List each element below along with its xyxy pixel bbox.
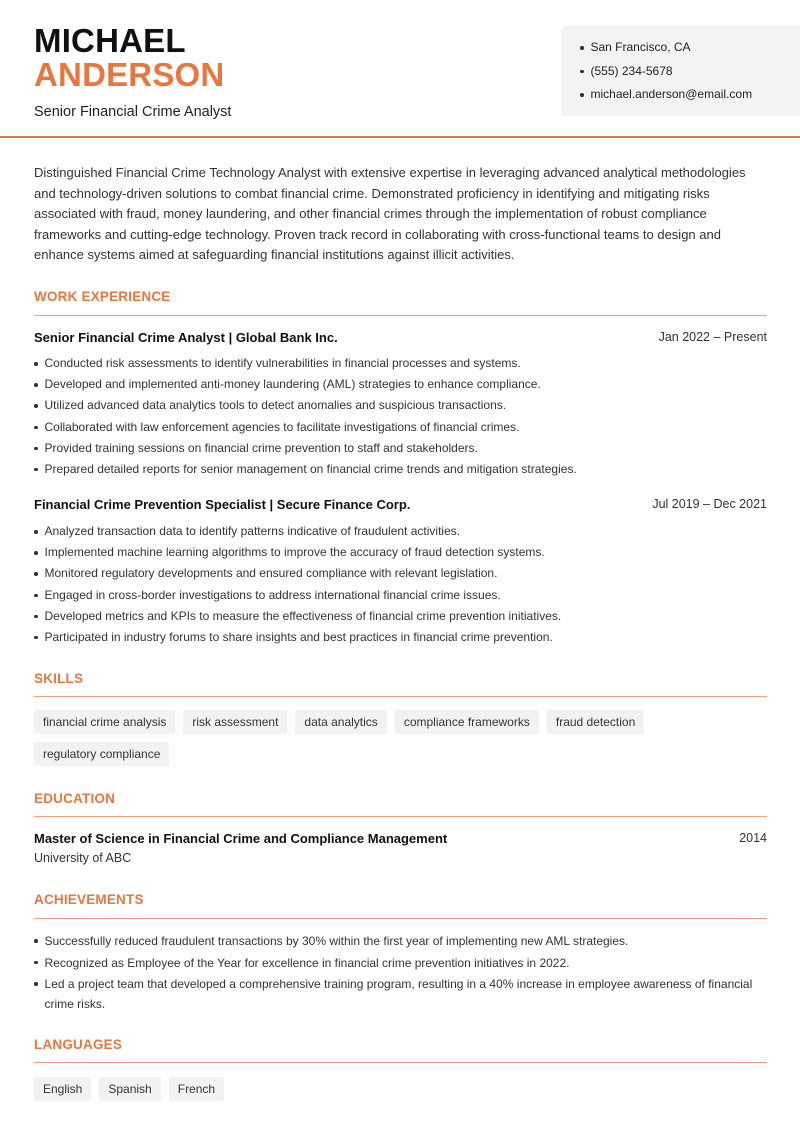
bullet-icon	[34, 447, 38, 451]
list-item-text: Implemented machine learning algorithms to improve the accuracy of fraud detection systems.	[44, 545, 545, 560]
list-item-text: Analyzed transaction data to identify patterns indicative of fraudulent activities.	[44, 524, 461, 538]
bullet-icon	[34, 615, 38, 619]
list-item	[34, 953, 774, 973]
bullet-icon	[34, 404, 38, 408]
job-dates: Jul 2019 – Dec 2021	[652, 497, 767, 511]
language-tag: English	[34, 1077, 91, 1101]
job-bullets	[34, 356, 774, 483]
list-item	[34, 420, 774, 441]
contact-email-text: michael.anderson@email.com	[590, 87, 753, 101]
list-item	[34, 588, 774, 609]
list-item	[34, 974, 774, 1014]
bullet-icon	[580, 93, 584, 97]
list-item	[34, 524, 774, 545]
bullet-icon	[34, 383, 38, 387]
contact-location-text: San Francisco, CA	[590, 40, 691, 54]
job-role: Senior Financial Crime Analyst | Global Bank Inc.	[34, 330, 338, 345]
education-header	[34, 831, 767, 846]
job-dates: Jan 2022 – Present	[658, 330, 767, 344]
bullet-icon	[34, 939, 38, 943]
list-item-text: Participated in industry forums to share insights and best practices in financial crime prevention.	[44, 629, 553, 644]
bullet-icon	[34, 594, 38, 598]
list-item	[34, 356, 774, 377]
list-item-text: Conducted risk assessments to identify vulnerabilities in financial processes and systems.	[44, 356, 521, 370]
language-tag: Spanish	[99, 1077, 160, 1101]
bullet-icon	[34, 572, 38, 576]
skill-tag: regulatory compliance	[34, 742, 169, 766]
list-item	[34, 931, 774, 951]
bullet-icon	[34, 636, 38, 640]
bullet-icon	[34, 982, 38, 986]
job-header	[34, 330, 767, 345]
skills-tags	[34, 710, 774, 766]
list-item-text: Engaged in cross-border investigations to address international financial crime issues.	[44, 587, 501, 602]
bullet-icon	[34, 426, 38, 430]
list-item-text: Collaborated with law enforcement agencies to facilitate investigations of financial crimes.	[44, 419, 520, 434]
list-item-text: Recognized as Employee of the Year for excellence in financial crime prevention initiatives in 2022.	[44, 955, 570, 970]
list-item	[34, 441, 774, 462]
bullet-icon	[34, 362, 38, 366]
contact-phone-text: (555) 234-5678	[590, 63, 673, 78]
section-title-skills: SKILLS	[34, 671, 84, 686]
languages-tags	[34, 1077, 774, 1101]
skill-tag: compliance frameworks	[395, 710, 539, 734]
list-item	[34, 377, 774, 398]
list-item	[34, 566, 774, 587]
list-item	[34, 630, 774, 651]
achievements-list	[34, 931, 774, 1016]
bullet-icon	[34, 468, 38, 472]
bullet-icon	[34, 551, 38, 555]
job-header	[34, 497, 767, 512]
skill-tag: fraud detection	[547, 710, 644, 734]
section-title-education: EDUCATION	[34, 791, 116, 806]
list-item	[34, 609, 774, 630]
bullet-icon	[580, 46, 584, 50]
summary: Distinguished Financial Crime Technology Analyst with extensive expertise in leveraging advanced analytical methodologies and technology-driven solutions to combat financial crime. Demonstrated proficiency in identifying and mitigating risks associated with fraud, money laundering, and other financial crimes through the implementation of robust compliance frameworks and cutting-edge technology. Proven track record in collaborating with cross-functional teams to design and enhance systems aimed at safeguarding financial institutions against illicit activities.	[34, 165, 746, 262]
skill-tag: risk assessment	[183, 710, 287, 734]
list-item-text: Utilized advanced data analytics tools to detect anomalies and suspicious transactions.	[44, 398, 507, 413]
section-divider	[34, 696, 767, 697]
section-title-achievements: ACHIEVEMENTS	[34, 892, 144, 907]
name-block	[34, 24, 231, 120]
graduation-year: 2014	[739, 831, 767, 845]
school: University of ABC	[34, 851, 132, 865]
list-item-text: Successfully reduced fraudulent transactions by 30% within the first year of implementing new AML strategies.	[44, 934, 629, 948]
list-item-text: Developed metrics and KPIs to measure the effectiveness of financial crime prevention initiatives.	[44, 608, 562, 623]
section-divider	[34, 1062, 767, 1063]
section-title-languages: LANGUAGES	[34, 1037, 123, 1052]
section-divider	[34, 918, 767, 919]
skill-tag: data analytics	[295, 710, 386, 734]
list-item-text: Monitored regulatory developments and ensured compliance with relevant legislation.	[44, 566, 498, 581]
contact-box	[562, 26, 800, 116]
section-title-work: WORK EXPERIENCE	[34, 289, 171, 304]
bullet-icon	[580, 70, 584, 74]
list-item-text: Prepared detailed reports for senior management on financial crime trends and mitigation strategies.	[44, 461, 577, 476]
bullet-icon	[34, 530, 38, 534]
skill-tag: financial crime analysis	[34, 710, 175, 734]
list-item	[34, 545, 774, 566]
list-item-text: Provided training sessions on financial crime prevention to staff and stakeholders.	[44, 440, 478, 455]
contact-email	[580, 87, 800, 111]
contact-phone	[580, 64, 800, 88]
job-title: Senior Financial Crime Analyst	[34, 104, 232, 120]
contact-location	[580, 40, 800, 64]
section-divider	[34, 816, 767, 817]
list-item-text: Led a project team that developed a comprehensive training program, resulting in a 40% increase in employee awareness of financial crime risks.	[44, 977, 753, 1011]
bullet-icon	[34, 961, 38, 965]
list-item-text: Developed and implemented anti-money laundering (AML) strategies to enhance compliance.	[44, 377, 541, 392]
resume-header	[0, 0, 800, 138]
list-item	[34, 398, 774, 419]
degree: Master of Science in Financial Crime and Compliance Management	[34, 831, 448, 846]
list-item	[34, 462, 774, 483]
job-role: Financial Crime Prevention Specialist | Secure Finance Corp.	[34, 497, 411, 512]
job-bullets	[34, 524, 774, 651]
section-divider	[34, 315, 767, 316]
language-tag: French	[169, 1077, 224, 1101]
first-name: MICHAEL	[34, 22, 186, 59]
last-name: ANDERSON	[34, 56, 225, 93]
